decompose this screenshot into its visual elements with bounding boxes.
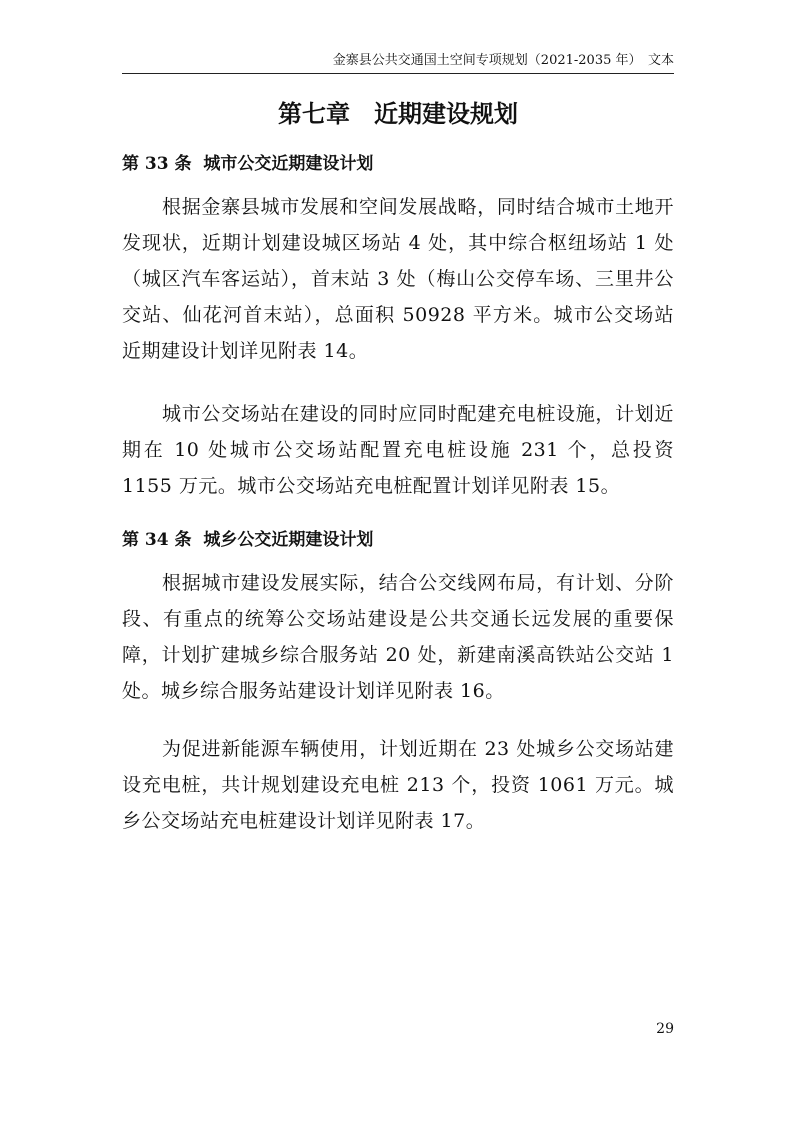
- running-header: 金寨县公共交通国土空间专项规划（2021-2035 年） 文本: [332, 53, 674, 68]
- article-33-heading: 第 33 条 城市公交近期建设计划: [122, 154, 374, 174]
- article-33-paragraph-1: 根据金寨县城市发展和空间发展战略，同时结合城市土地开发现状，近期计划建设城区场站 4 处，其中综合枢纽场站 1 处（城区汽车客运站），首末站 3 处（梅山公交停车场、三里井公交站、仙花河首末站），总面积 50928 平方米。城市公交场站近期建设计划详见附表 14。: [122, 196, 674, 362]
- article-34-paragraph-1: 根据城市建设发展实际，结合公交线网布局，有计划、分阶段、有重点的统筹公交场站建设是公共交通长远发展的重要保障，计划扩建城乡综合服务站 20 处，新建南溪高铁站公交站 1 处。城乡综合服务站建设计划详见附表 16。: [122, 572, 674, 702]
- chapter-title: 第七章 近期建设规划: [278, 99, 518, 128]
- article-33-paragraph-2: 城市公交场站在建设的同时应同时配建充电桩设施，计划近期在 10 处城市公交场站配置充电桩设施 231 个，总投资 1155 万元。城市公交场站充电桩配置计划详见附表 15。: [122, 403, 674, 497]
- header-rule: [122, 73, 674, 74]
- article-34-paragraph-2: 为促进新能源车辆使用，计划近期在 23 处城乡公交场站建设充电桩，共计规划建设充电桩 213 个，投资 1061 万元。城乡公交场站充电桩建设计划详见附表 17。: [122, 738, 674, 832]
- article-34-heading: 第 34 条 城乡公交近期建设计划: [122, 530, 374, 550]
- page-number: 29: [656, 1021, 674, 1037]
